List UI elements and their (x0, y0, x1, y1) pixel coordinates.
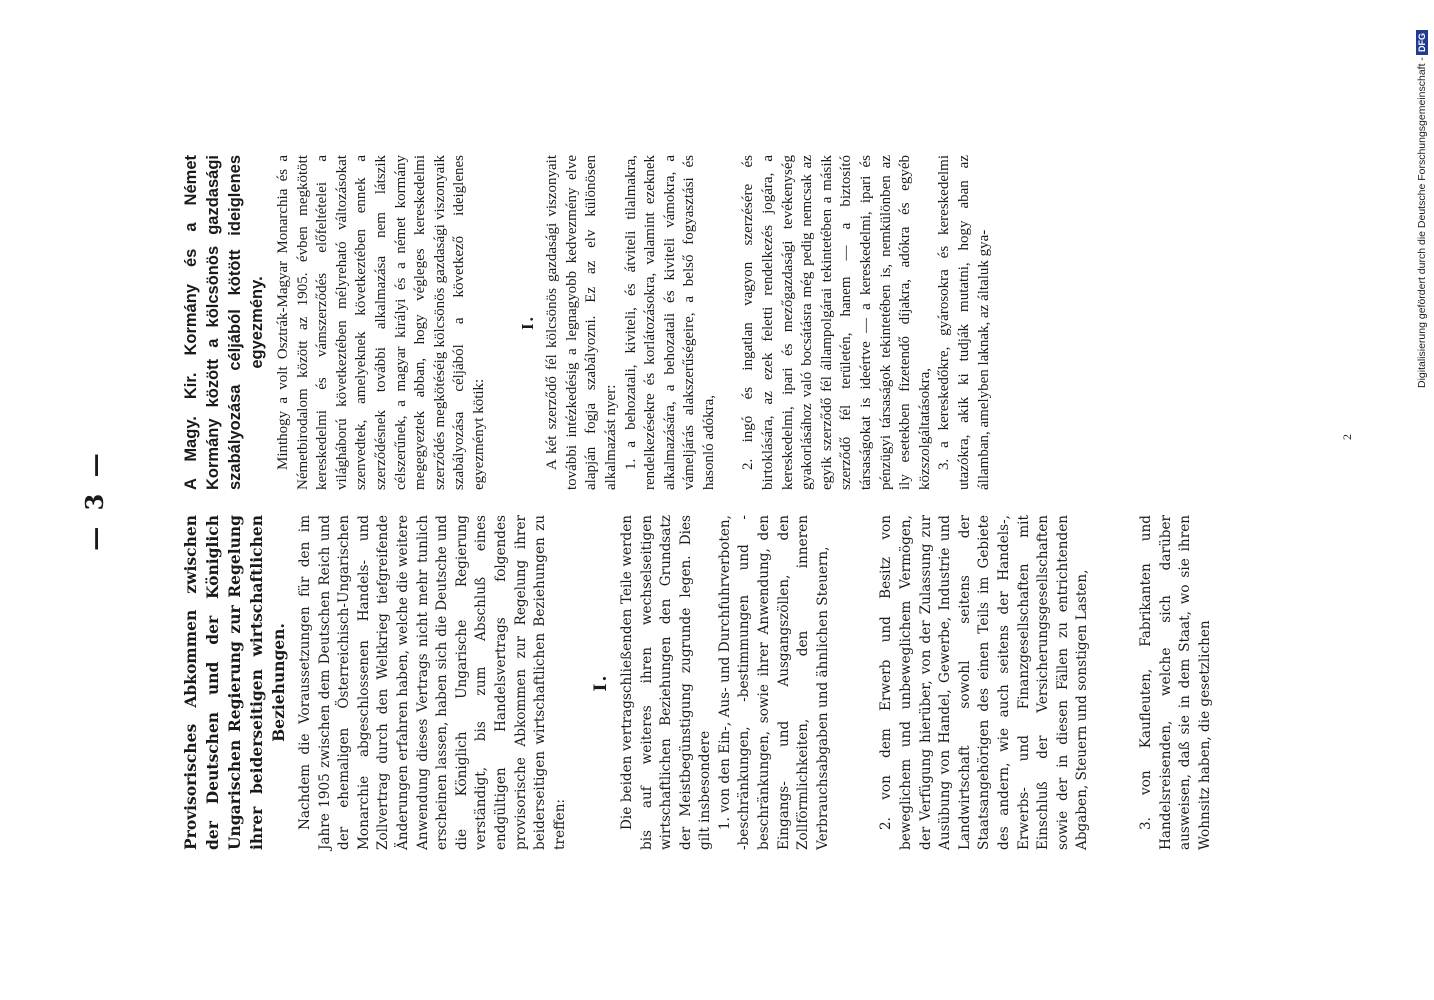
spacer (719, 155, 739, 490)
hungarian-item-1: 1. a behozatali, kiviteli, és átviteli tilalmakra, rendelkezésekre és korlátozásokra, valamint ezeknek alkalmazására, a behozatali és kiviteli vámokra, a vámeljárás alakszerűségeire, a belső fogyasztási és hasonló adókra, (622, 155, 717, 490)
dfg-credit (1414, 8, 1430, 388)
hungarian-intro: A két szerződő fél kölcsönös gazdasági viszonyait további intézkedésig a legnagyobb kedvezmény elve alapján fogja szabályozni. Ez az elv különösen alkalmazást nyer: (544, 155, 619, 490)
german-section-heading: I. (591, 673, 612, 692)
spacer (1093, 515, 1137, 850)
spacer (833, 515, 877, 850)
german-item-2: 2. von dem Erwerb und Besitz von beweglichem und unbeweglichem Vermögen, der Verfügung hierüber, von der Zulassung zur Ausübung von Handel, Gewerbe, Industrie und Landwirtschaft sowohl seitens der Staatsangehörigen des einen Teils im Gebiete des andern, wie auch seitens der Handels-, Erwerbs- und Finanzgesellschaften mit Einschluß der Versicherungsgesellschaften sowie der in diesen Fällen zu entrichtenden Abgaben, Steuern und sonstigen Lasten, (878, 515, 1091, 850)
german-item-1: 1. von den Ein-, Aus- und Durchfuhrverboten, -beschränkungen, -bestimmungen und -beschränkungen, sowie ihrer Anwendung, den Eingangs- und Ausgangszöllen, den Zollförmlichkeiten, den inneren Verbrauchsabgaben und ähnlichen Steuern, (716, 515, 831, 850)
spacer (490, 155, 510, 490)
hungarian-column (180, 155, 994, 490)
dfg-credit-text: Digitalisierung gefördert durch die Deutsche Forschungsgemeinschaft - (1416, 57, 1428, 388)
hungarian-preamble: Minthogy a volt Osztrák-Magyar Monarchia és a Németbirodalom között az 1905. évben megkötött kereskedelmi és vámszerződés előfeltételei a világháború következtében mélyreható változásokat szenvedtek, amelyeknek következtében ennek a szerződésnek további alkalmazása nem látszik célszerűnek, a magyar királyi és a német kormány megegyeztek abban, hogy végleges kereskedelmi szerződés megkötéséig kölcsönös gazdasági viszonyaik szabályozása céljából a következő ideiglenes egyezményt kötik: (275, 155, 487, 490)
german-item-3: 3. von Kaufleuten, Fabrikanten und Handelsreisenden, welche sich darüber ausweisen, daß sie in dem Staat, wo sie ihren Wohnsitz haben, die gesetzlichen (1137, 515, 1213, 850)
german-column (180, 515, 1215, 850)
hungarian-item-3: 3. a kereskedőkre, gyárosokra és kereskedelmi utazókra, akik ki tudják mutatni, hogy aban az államban, amelyben laknak, az általuk gya- (936, 155, 992, 490)
hungarian-section-heading: I. (517, 315, 537, 330)
spacer (570, 515, 584, 850)
german-intro: Die beiden vertragschließenden Teile werden bis auf weiteres ihren wechselseitigen wirtschaftlichen Beziehungen den Grundsatz der Meistbegünstigung zugrunde legen. Dies gilt insbesondere (618, 515, 714, 850)
german-preamble: Nachdem die Voraussetzungen für den im Jahre 1905 zwischen dem Deutschen Reich und der ehemaligen Österreichisch-Ungarischen Monarchie abgeschlossenen Handels- und Zollvertrag durch den Weltkrieg tiefgreifende Änderungen erfahren haben, welche die weitere Anwendung dieses Vertrags nicht mehr tunlich erscheinen lassen, haben sich die Deutsche und die Königlich Ungarische Regierung verständigt, bis zum Abschluß eines endgültigen Handelsvertrags folgendes provisorische Abkommen zur Regelung ihrer beiderseitigen wirtschaftlichen Beziehungen zu treffen: (297, 515, 568, 850)
signature-mark: 2 (1340, 434, 1354, 440)
hungarian-item-2: 2. ingó és ingatlan vagyon szerzésére és birtoklására, az ezek feletti rendelkezés jogára, a kereskedelmi, ipari és mezőgazdasági tevékenység gyakorlásához való bocsátásra még pedig nemcsak az egyik szerződő fél állampolgárai tekintetében a másik szerződő fél területén, hanem — a biztosító társaságokat is ideértve — a kereskedelmi, ipari és pénzügyi társaságok tekintetében is, nemkülönben az ily esetekben fizetendő díjakra, adókra és egyéb közszolgáltatásokra, (740, 155, 933, 490)
dfg-logo-badge: DFG (1416, 30, 1428, 55)
german-title: Provisorisches Abkommen zwischen der Deutschen und der Königlich Ungarischen Regierung zur Regelung ihrer beiderseitigen wirtschaftlichen Beziehungen. (181, 515, 288, 850)
page-number: — 3 — (80, 449, 109, 551)
hungarian-title: A Magy. Kir. Kormány és a Német Kormány között a kölcsönös gazdasági szabályozása céljából kötött ideiglenes egyezmény. (182, 155, 266, 490)
